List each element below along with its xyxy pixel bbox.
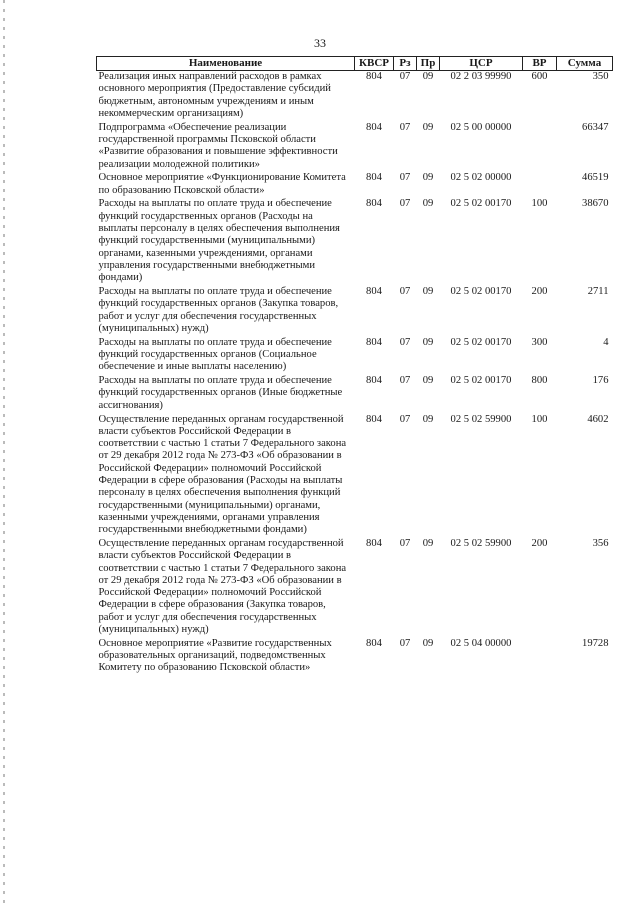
row-vr: 200 — [531, 286, 548, 298]
row-rz: 07 — [399, 172, 411, 184]
scan-edge-artifact — [3, 0, 5, 905]
row-pr: 09 — [422, 413, 434, 425]
row-kvsr: 804 — [366, 413, 382, 425]
col-header-csr: ЦСР — [440, 57, 523, 71]
row-rz: 07 — [399, 537, 411, 549]
row-sum: 350 — [592, 71, 609, 82]
table-row — [97, 71, 613, 122]
row-vr: 800 — [531, 375, 548, 387]
row-name: Расходы на выплаты по оплате труда и обеспечение функций государственных органов (Закупка товаров, работ и услуг для обеспечения государственных (муниципальных) нужд) — [98, 286, 339, 334]
row-csr: 02 5 02 00170 — [450, 198, 512, 210]
row-sum: 2711 — [587, 286, 609, 298]
row-vr: 100 — [531, 198, 548, 210]
table-row — [97, 172, 613, 198]
budget-table — [96, 56, 613, 676]
table-row — [97, 638, 613, 676]
col-header-kvsr: КВСР — [355, 57, 394, 71]
row-kvsr: 804 — [366, 637, 382, 649]
row-csr: 02 5 04 00000 — [450, 637, 512, 649]
row-sum: 46519 — [582, 172, 609, 184]
page-number: 33 — [314, 36, 326, 50]
table-row — [97, 414, 613, 538]
row-rz: 07 — [399, 375, 411, 387]
row-vr — [523, 638, 557, 676]
row-pr: 09 — [422, 121, 434, 133]
table-row — [97, 122, 613, 173]
row-sum: 356 — [592, 537, 609, 549]
table-row — [97, 198, 613, 286]
table-row — [97, 337, 613, 375]
row-csr: 02 5 02 00000 — [450, 172, 512, 184]
row-csr: 02 2 03 99990 — [450, 71, 512, 82]
row-sum: 176 — [592, 375, 609, 387]
row-vr: 200 — [531, 537, 548, 549]
row-csr: 02 5 00 00000 — [450, 121, 512, 133]
row-rz: 07 — [399, 413, 411, 425]
row-sum: 38670 — [582, 198, 609, 210]
row-vr — [523, 172, 557, 198]
row-sum: 4602 — [587, 413, 609, 425]
col-header-name: Наименование — [97, 57, 355, 71]
row-pr: 09 — [422, 375, 434, 387]
row-kvsr: 804 — [366, 198, 382, 210]
row-kvsr: 804 — [366, 172, 382, 184]
row-vr: 600 — [531, 71, 548, 82]
table-row — [97, 538, 613, 638]
row-pr: 09 — [422, 336, 434, 348]
row-rz: 07 — [399, 637, 411, 649]
row-pr: 09 — [422, 637, 434, 649]
row-rz: 07 — [399, 198, 411, 210]
row-kvsr: 804 — [366, 537, 382, 549]
row-pr: 09 — [422, 537, 434, 549]
row-pr: 09 — [422, 286, 434, 298]
row-name: Основное мероприятие «Функционирование Комитета по образованию Псковской области» — [98, 172, 346, 196]
col-header-vr: ВР — [523, 57, 557, 71]
table-row — [97, 286, 613, 337]
row-name: Подпрограмма «Обеспечение реализации государственной программы Псковской области «Развитие образования и повышение эффективности реализации молодежной политики» — [98, 121, 338, 170]
row-pr: 09 — [422, 172, 434, 184]
row-csr: 02 5 02 00170 — [450, 336, 512, 348]
table-row — [97, 375, 613, 413]
row-rz: 07 — [399, 336, 411, 348]
row-sum: 66347 — [582, 121, 609, 133]
row-rz: 07 — [399, 71, 411, 82]
row-pr: 09 — [422, 198, 434, 210]
row-rz: 07 — [399, 286, 411, 298]
row-sum: 4 — [603, 336, 609, 348]
col-header-rz: Рз — [394, 57, 417, 71]
row-vr: 300 — [531, 336, 548, 348]
row-kvsr: 804 — [366, 71, 382, 82]
row-sum: 19728 — [582, 637, 609, 649]
row-name: Основное мероприятие «Развитие государственных образовательных организаций, подведомственных Комитету по образованию Псковской области» — [98, 637, 332, 674]
row-name: Расходы на выплаты по оплате труда и обеспечение функций государственных органов (Расходы на выплаты персоналу в целях обеспечения выполнения функций государственными (муниципальными) органами, казенными учреждениями, органами управления государственными внебюджетными фондами) — [98, 198, 340, 284]
row-kvsr: 804 — [366, 336, 382, 348]
row-name: Расходы на выплаты по оплате труда и обеспечение функций государственных органов (Социальное обеспечение и иные выплаты населению) — [98, 336, 332, 373]
col-header-pr: Пр — [417, 57, 440, 71]
row-csr: 02 5 02 00170 — [450, 286, 512, 298]
row-pr: 09 — [422, 71, 434, 82]
row-name: Осуществление переданных органам государственной власти субъектов Российской Федерации в соответствии с частью 1 статьи 7 Федерального закона от 29 декабря 2012 года № 273-ФЗ «Об образовании в Российской Федерации» полномочий Российской Федерации в сфере образования (Закупка товаров, работ и услуг для обеспечения государственных (муниципальных) нужд) — [98, 537, 347, 636]
row-csr: 02 5 02 59900 — [450, 413, 512, 425]
row-kvsr: 804 — [366, 286, 382, 298]
row-rz: 07 — [399, 121, 411, 133]
row-vr: 100 — [531, 413, 548, 425]
row-name: Реализация иных направлений расходов в рамках основного мероприятия (Предоставление субсидий бюджетным, автономным учреждениям и иным некоммерческим организациям) — [98, 71, 331, 119]
col-header-sum: Сумма — [557, 57, 613, 71]
row-kvsr: 804 — [366, 375, 382, 387]
row-kvsr: 804 — [366, 121, 382, 133]
row-csr: 02 5 02 59900 — [450, 537, 512, 549]
row-name: Расходы на выплаты по оплате труда и обеспечение функций государственных органов (Иные бюджетные ассигнования) — [98, 375, 343, 411]
row-vr — [523, 122, 557, 173]
table-header-row — [97, 57, 613, 71]
row-csr: 02 5 02 00170 — [450, 375, 512, 387]
row-name: Осуществление переданных органам государственной власти субъектов Российской Федерации в соответствии с частью 1 статьи 7 Федерального закона от 29 декабря 2012 года № 273-ФЗ «Об образовании в Российской Федерации» полномочий Российской Федерации в сфере образования (Расходы на выплаты персоналу в целях обеспечения выполнения функций государственными (муниципальными) органами, казенными учреждениями, органами управления государственными внебюджетными фондами) — [98, 413, 347, 536]
